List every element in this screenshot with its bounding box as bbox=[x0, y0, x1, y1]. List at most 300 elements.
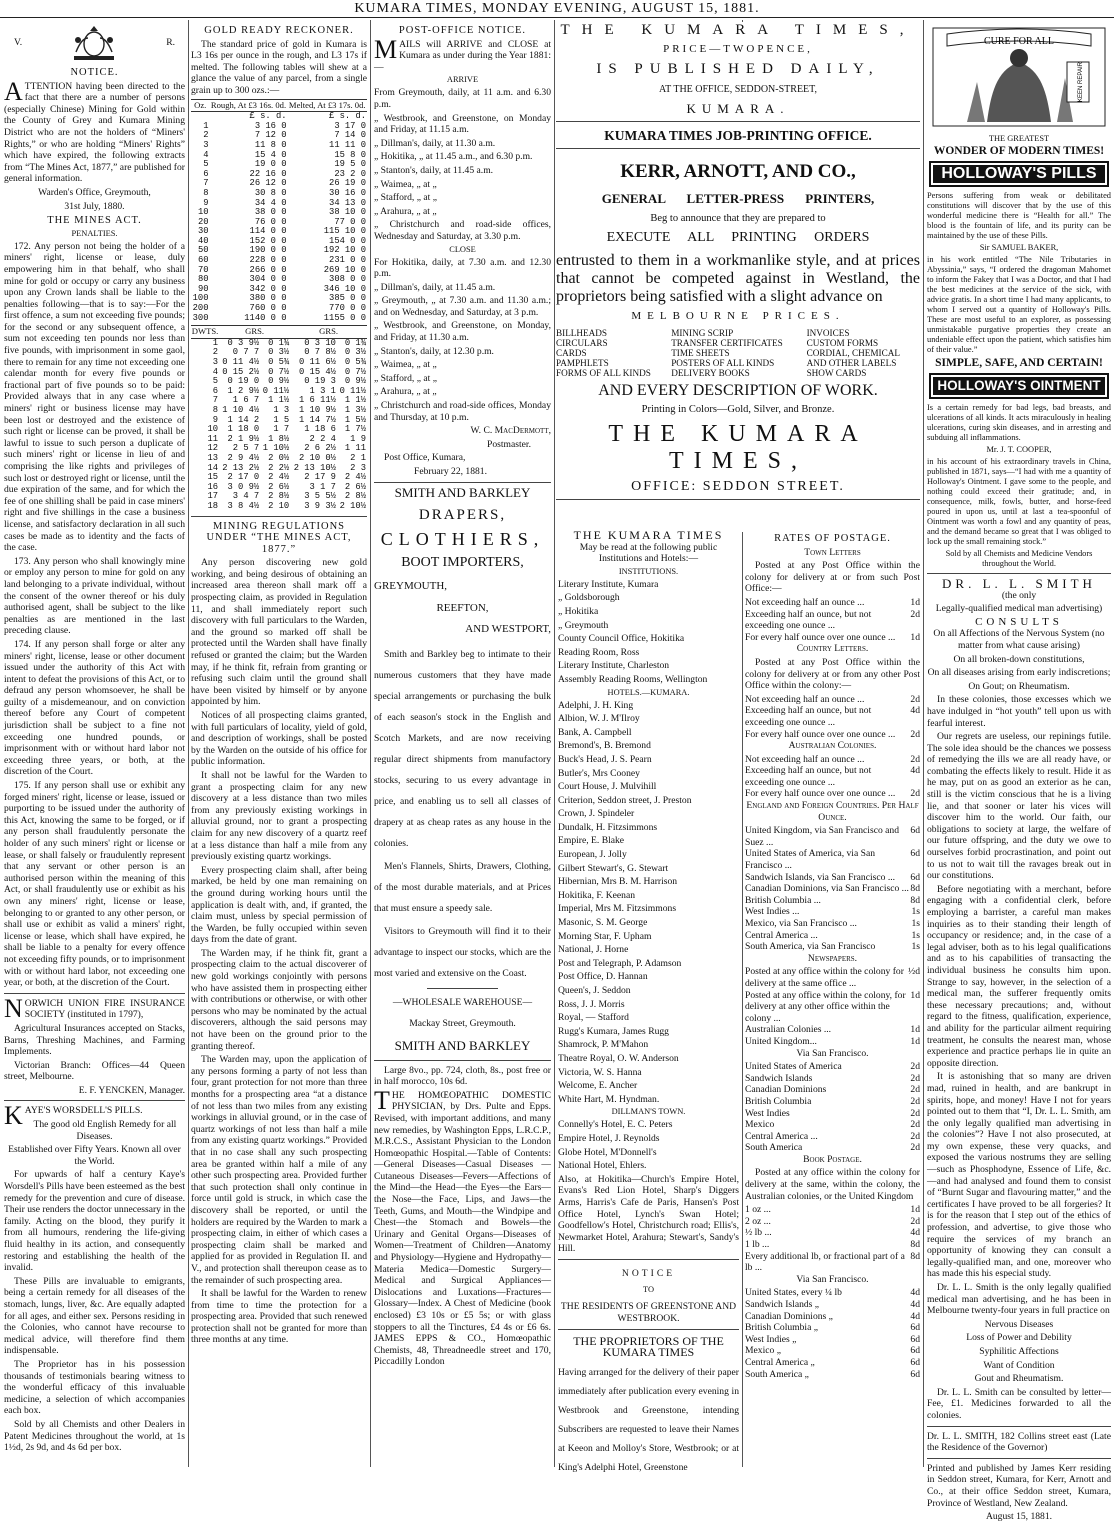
oz-cell: 346 10 0 bbox=[323, 283, 366, 294]
hotels-heading: HOTELS.—KUMARA. bbox=[607, 687, 690, 697]
grs-header: GRS. bbox=[219, 326, 290, 339]
rate-value: 2d bbox=[910, 693, 920, 705]
news-heading: Newspapers. bbox=[807, 952, 858, 964]
post-intro: MAILS will ARRIVE and CLOSE at Kumara as under during the Year 1881:— bbox=[374, 34, 551, 73]
section-174: 174. If any person shall forge or alter any miners' right, license, lease or other document issued under the authority of this Act with intent to defeat the provisions of this Act, or to defraud any person whomsoever, he shall be guilty of a misdemeanour, and on conviction thereof before any Court of competent jurisdiction shall be subject to a fine not exceeding one hundred pounds, or imprisonment with or without hard labor not exceeding three years, or both, at the discretion of the Court. bbox=[4, 638, 185, 778]
smith-l5: GREYMOUTH, bbox=[374, 579, 448, 592]
dwt-cell: 3 5 5½ bbox=[304, 491, 336, 502]
rate-value: 1d bbox=[910, 631, 920, 643]
rate-value: 4d bbox=[910, 705, 920, 717]
dwt-cell: 11 bbox=[207, 433, 218, 444]
kayes-est: Established over Fifty Years. Known all over the World. bbox=[8, 1144, 181, 1167]
institution-item: County Council Office, Hokitika bbox=[558, 633, 685, 645]
column-4 bbox=[558, 528, 739, 1473]
dwt-cell: 2 bbox=[212, 347, 218, 358]
dwt-cell: 1 1½ bbox=[344, 395, 366, 406]
oz-cell: 15 4 0 bbox=[254, 149, 287, 160]
hotel-item: Morning Star, F. Upham bbox=[558, 930, 652, 942]
rate-label: United States of America bbox=[745, 1061, 842, 1073]
dwt-cell: 0 7 8½ bbox=[304, 347, 336, 358]
rate-value: 6d bbox=[910, 848, 920, 860]
hotel-item: Royal, — Stafford bbox=[558, 1012, 629, 1024]
dwt-cell: 7 bbox=[212, 395, 218, 406]
rate-label: Canadian Dominions, via San Francisco ... bbox=[745, 883, 909, 895]
dwt-cell: 2 17 0 bbox=[227, 472, 260, 483]
rate-row bbox=[745, 1251, 920, 1274]
kt-l1: THE KUMARA TIMES, bbox=[560, 22, 916, 38]
smith-sign: SMITH AND BARKLEY bbox=[394, 1037, 531, 1053]
dwt-cell: 3 bbox=[212, 357, 218, 367]
kt-l4: AT THE OFFICE, SEDDON-STREET, bbox=[658, 84, 818, 95]
dwt-cell: 2 10½ bbox=[339, 500, 366, 511]
printing-item: MINING SCRIP bbox=[671, 328, 734, 338]
mining-p3: It shall not be lawful for the Warden to grant a prospecting claim for any new discovery at a less distance than two miles from any previously existing workings in alluvial ground, nor to grant a prospecting claim for any new discovery of a quartz reef at a less distance than half a mile from any previously existing quartz workings. bbox=[191, 769, 367, 863]
rate-value: 8d bbox=[910, 894, 920, 906]
rate-value: 6d bbox=[910, 1345, 920, 1357]
rate-row bbox=[745, 966, 920, 989]
printing-item: FORMS OF ALL KINDS bbox=[556, 368, 651, 378]
rate-row bbox=[745, 788, 920, 800]
oz-cell: 5 bbox=[203, 159, 209, 170]
notice-date: 31st July, 1880. bbox=[64, 200, 125, 212]
rate-value: 1s bbox=[911, 918, 920, 929]
hotel-item: Imperial, Mrs M. Fitzsimmons bbox=[558, 903, 677, 915]
oz-cell: 30 16 0 bbox=[329, 187, 366, 198]
baker-name: Sir SAMUEL BAKER, bbox=[979, 242, 1059, 252]
oz-cell: 1140 0 0 bbox=[244, 312, 287, 323]
rate-label: West Indies ... bbox=[745, 906, 800, 918]
rate-label: For every half ounce over one ounce ... bbox=[745, 788, 896, 800]
oz-cell: 34 13 0 bbox=[329, 197, 366, 208]
dwt-cell: 5 bbox=[212, 376, 218, 387]
rate-label: Canadian Dominions „ bbox=[745, 1310, 833, 1322]
rate-value: 6d bbox=[910, 1333, 920, 1345]
rate-label: Not exceeding half an ounce ... bbox=[745, 753, 865, 765]
oz-cell: 3 16 0 bbox=[254, 120, 287, 131]
rate-value: 8d bbox=[910, 1239, 920, 1251]
dr-c1: On all Affections of the Nervous System (no matter from what cause arising) bbox=[933, 628, 1105, 651]
oz-cell: 770 0 0 bbox=[329, 303, 366, 314]
holloway-pills-logo: HOLLOWAY'S PILLS bbox=[931, 163, 1107, 185]
hotel-item: Masonic, S. M. George bbox=[558, 917, 648, 929]
hotel-item: Post Office, D. Hannan bbox=[558, 971, 648, 983]
dr-title: DR. L. L. SMITH bbox=[942, 575, 1096, 591]
rate-value: 6d bbox=[910, 825, 920, 837]
rate-label: 2 oz ... bbox=[745, 1215, 771, 1227]
norwich-title: NORWICH UNION FIRE INSURANCE SOCIETY (instituted in 1797), bbox=[4, 993, 185, 1023]
hotel-item: Empire, E. Blake bbox=[558, 835, 625, 847]
rate-value: 8d bbox=[910, 1250, 920, 1262]
rate-label: Australian Colonies ... bbox=[745, 1024, 832, 1036]
rate-value: 6d bbox=[910, 1322, 920, 1334]
read-title: THE KUMARA TIMES bbox=[573, 528, 724, 542]
arrive-item: „ Arahura, „ at „ bbox=[374, 205, 437, 217]
country-heading: Country Letters. bbox=[796, 643, 869, 655]
rate-label: United Kingdom, via San Francisco and Suez ... bbox=[745, 825, 900, 848]
rate-value: 1d bbox=[910, 1204, 920, 1216]
rate-label: United States of America, via San Francisco ... bbox=[745, 848, 876, 872]
kt-execute: EXECUTE ALL PRINTING ORDERS bbox=[606, 230, 870, 245]
notice2-t3: THE RESIDENTS OF GREENSTONE AND WESTBROOK. bbox=[560, 1301, 737, 1325]
dwt-cell: 0 11 4½ bbox=[222, 357, 260, 367]
dwt-cell: 10 bbox=[207, 424, 218, 435]
rate-label: West Indies „ bbox=[745, 1333, 797, 1345]
hotel-item: Shamrock, P. M'Mahon bbox=[558, 1039, 649, 1051]
rate-value: 2d bbox=[910, 608, 920, 620]
mining-p1: Any person discovering new gold working, and being desirous of obtaining an increased area thereon shall mark off a prospecting claim, as provided in Regulation 11, and shall immediately report such discovery with full particulars to the Warden, and the ground so marked off shall be protected until the Warden shall have finally refused or granted the claim; but the Warden may, if he think fit, refrain from granting or refusing such claim until the ground shall have been visited by himself or by anyone appointed by him. bbox=[191, 557, 367, 708]
close-item: „ Arahura, „ at „ bbox=[374, 386, 437, 398]
rate-value: 4d bbox=[910, 765, 920, 777]
dill-heading: DILLMAN'S TOWN. bbox=[611, 1107, 686, 1117]
dwt-cell: 1 5 bbox=[273, 414, 290, 425]
r-mark: R. bbox=[166, 37, 175, 49]
dwt-cell: 1 6 11½ bbox=[298, 395, 336, 406]
reckoner-title: GOLD READY RECKONER. bbox=[204, 25, 354, 36]
dwt-cell: 2 0½ bbox=[268, 452, 290, 463]
rate-row bbox=[745, 1322, 920, 1334]
printing-row bbox=[556, 368, 920, 378]
oz-cell: 40 bbox=[197, 235, 209, 246]
rate-row bbox=[745, 1142, 920, 1154]
column-1 bbox=[4, 22, 185, 1467]
smith-l4: BOOT IMPORTERS, bbox=[401, 555, 524, 571]
dwt-cell: 18 bbox=[207, 500, 218, 511]
eng-heading: England and Foreign Countries. Per Half Ounce. bbox=[746, 800, 919, 823]
smith-l1: SMITH AND BARKLEY bbox=[394, 484, 531, 500]
dr-p4: It is astonishing that so many are driven mad, ruined in health, and are bankrupt in spirits, hope, and money! Have I not for years pointed out to them that “I, Dr. L. L. Smith, am the only legally qualified man advertising in the colonies”? Have I not also prosecuted, at my own expense, these very quacks, and exposed the various nostrums they are selling—such as Phosphodyne, Essence of Life, &c.—and had analysed and found them to consist of “Burnt Sugar and flavouring matter,” and the certificates I have proved to be all forgeries? It is for the reason that I step out of the ethics of profession, and advertise, to give those who require the services of my branch an opportunity of knowing they can consult a legally-qualified man, and one, moreover who has made this his especial study. bbox=[927, 1071, 1111, 1280]
dr-consults: CONSULTS bbox=[975, 615, 1063, 628]
town-heading: Town Letters bbox=[804, 546, 861, 558]
rate-value: 2d bbox=[910, 753, 920, 765]
arrive-item: „ Waimea, „ at „ bbox=[374, 178, 437, 190]
rate-row bbox=[745, 825, 920, 848]
oz-cell: 38 10 0 bbox=[329, 207, 366, 218]
rate-row bbox=[745, 1036, 920, 1048]
dwt-cell: 0 11½ bbox=[339, 385, 366, 396]
post-place: Post Office, Kumara, bbox=[384, 452, 466, 464]
kumara-times-advert bbox=[556, 22, 920, 532]
mining-p5: The Warden may, if he think fit, grant a prospecting claim to the actual discoverer of new gold workings conjointly with persons who have assisted them in prospecting either with contributions or otherwise, or with other persons who may be nominated by the actual discoverers, although the said persons may not have been on the ground prior to the granting thereof. bbox=[191, 947, 367, 1052]
rate-value: 2d bbox=[910, 1119, 920, 1131]
rate-label: ½ lb ... bbox=[745, 1227, 772, 1239]
rate-row bbox=[745, 765, 920, 788]
oz-cell: 6 bbox=[203, 168, 209, 179]
dwt-cell: 0 3 10 bbox=[304, 337, 336, 348]
arrive-heading: ARRIVE bbox=[446, 75, 479, 85]
rate-row bbox=[745, 848, 920, 871]
rate-row bbox=[745, 1239, 920, 1251]
book-heading: Book Postage. bbox=[803, 1153, 862, 1165]
close-item: „ Stafford, „ at „ bbox=[374, 372, 437, 384]
rate-row bbox=[745, 1287, 920, 1299]
oz-cell: 3 17 0 bbox=[334, 120, 366, 131]
printing-row bbox=[556, 358, 920, 368]
read-sub: May be read at the following public Institutions and Hotels:— bbox=[579, 541, 718, 565]
holloway-ointment-logo: HOLLOWAY'S OINTMENT bbox=[931, 375, 1107, 397]
rate-value: 4d bbox=[910, 1227, 920, 1239]
dr-d1: Nervous Diseases bbox=[984, 1318, 1054, 1330]
rate-value: 4d bbox=[910, 1299, 920, 1310]
dr-p1: In these colonies, those excesses which we have indulged in “hot youth” tell upon us with fearful interest. bbox=[927, 694, 1111, 729]
kayes-p1: For upwards of half a century Kaye's Worsdell's Pills have been esteemed as the best remedy for the prevention and cure of disease. Their use renders the doctor unnecessary in the family. Acting on the blood, they purify it from all humours, rendering the life-giving fluid healthy in its action, and consequently restoring and establishing the health of the invalid. bbox=[4, 1169, 185, 1274]
rate-label: Sandwich Islands, via San Francisco ... bbox=[745, 871, 896, 883]
rate-row bbox=[745, 1073, 920, 1085]
dwt-cell: 6 bbox=[212, 385, 218, 396]
rate-value: 2d bbox=[910, 1061, 920, 1073]
rate-value: 6d bbox=[910, 1356, 920, 1368]
institution-item: Assembly Reading Rooms, Wellington bbox=[558, 673, 708, 685]
oz-cell: 114 0 0 bbox=[249, 226, 287, 237]
rate-row bbox=[745, 1369, 920, 1381]
notice2-t4: THE PROPRIETORS OF THE KUMARA TIMES bbox=[573, 1333, 724, 1360]
rate-label: British Columbia bbox=[745, 1095, 812, 1107]
dwt-cell: 0 11 6½ bbox=[298, 357, 336, 367]
dwt-cell: 2 2 4 bbox=[309, 433, 336, 444]
rate-value: 6d bbox=[910, 871, 920, 883]
oz-cell: 30 bbox=[197, 226, 209, 237]
rate-row bbox=[745, 705, 920, 728]
wonder: WONDER OF MODERN TIMES! bbox=[933, 144, 1105, 157]
smith-l3: CLOTHIERS, bbox=[380, 528, 545, 549]
rate-label: Central America ... bbox=[745, 1130, 818, 1142]
rate-label: Central America ... bbox=[745, 929, 818, 941]
oz-cell: 100 bbox=[192, 293, 209, 304]
rate-row bbox=[745, 754, 920, 766]
rate-value: 2d bbox=[910, 1084, 920, 1096]
oz-cell: 7 bbox=[203, 178, 209, 189]
dwt-cell: 17 bbox=[207, 491, 218, 502]
dwt-cell: 2 10 bbox=[268, 500, 290, 511]
hotel-item: Theatre Royal, O. W. Anderson bbox=[558, 1052, 679, 1064]
dwt-cell: 0 5¾ bbox=[344, 357, 366, 367]
smith-l2: DRAPERS, bbox=[418, 507, 507, 524]
rate-value: 2d bbox=[910, 728, 920, 740]
kayes-p2: These Pills are invaluable to emigrants, being a certain remedy for all diseases of the stomach, lungs, liver, &c. Are equally adapted for all ages, and either sex. Persons residing in the Colonies, who cannot have recourse to medical advice, will therefore find them indispensable. bbox=[4, 1275, 185, 1357]
printing-item: CUSTOM FORMS bbox=[806, 338, 879, 348]
oz-cell: 34 4 0 bbox=[254, 197, 287, 208]
oz-cell: 3 bbox=[203, 139, 209, 150]
oz-cell: 1 bbox=[203, 120, 209, 131]
oz-cell: 231 0 0 bbox=[329, 255, 366, 266]
hotel-item: White Hart, M. Hyndman. bbox=[558, 1093, 660, 1105]
holloway-engraving-icon bbox=[927, 22, 1111, 130]
post-role: Postmaster. bbox=[487, 438, 531, 450]
dr-addr: Dr. L. L. SMITH, 182 Collins street east (Late the Residence of the Governor) bbox=[927, 1430, 1111, 1454]
hotel-item: National, J. Horne bbox=[558, 944, 629, 956]
book-p: Posted at any office within the colony for delivery at the same, within the colony, the Australian colonies, or the United Kingdom bbox=[745, 1167, 920, 1202]
dwt-cell: 1 6 7 bbox=[232, 395, 260, 406]
rate-label: Every additional lb, or fractional part of a lb ... bbox=[745, 1250, 905, 1274]
printing-row bbox=[556, 338, 920, 348]
rate-value: 1d bbox=[910, 1024, 920, 1036]
imprint-date: August 15, 1881. bbox=[985, 1511, 1053, 1523]
smith-p3: Visitors to Greymouth will find it to their advantage to inspect our stocks, which are the most varied and extensive on the Coast. bbox=[374, 925, 551, 979]
dwt-cell: 2 6 2½ bbox=[304, 443, 336, 454]
close-item: „ Christchurch and road-side offices, Monday and Thursday, at 10 p.m. bbox=[374, 400, 551, 423]
hotel-item: Criterion, Seddon street, J. Preston bbox=[558, 794, 692, 806]
rate-label: Canadian Dominions bbox=[745, 1084, 827, 1096]
dr-d4: Want of Condition bbox=[983, 1359, 1055, 1371]
rate-label: Mexico „ bbox=[745, 1345, 781, 1357]
masthead: KUMARA TIMES, MONDAY EVENING, AUGUST 15, 1881. bbox=[0, 0, 1114, 18]
dwt-cell: 2 8½ bbox=[344, 491, 366, 502]
close-item: „ Greymouth, „ at 7.30 a.m. and 11.30 a.m.; and on Wednesday, and Saturday, at 3 p.m. bbox=[374, 295, 551, 318]
rate-label: South America „ bbox=[745, 1368, 809, 1380]
oz-cell: 228 0 0 bbox=[249, 255, 287, 266]
notice-signer: Warden's Office, Greymouth, bbox=[38, 186, 151, 198]
oz-cell: 266 0 0 bbox=[249, 264, 287, 275]
notice2-t2: TO bbox=[642, 1285, 654, 1295]
printing-item: PAMPHLETS bbox=[556, 358, 609, 368]
rate-label: For every half ounce over one ounce ... bbox=[745, 728, 896, 740]
smith-ware: —WHOLESALE WAREHOUSE— bbox=[392, 996, 533, 1008]
rate-value: 1s bbox=[911, 941, 920, 953]
rate-label: Exceeding half an ounce, but not exceeding one ounce ... bbox=[745, 705, 872, 728]
rate-row bbox=[745, 1334, 920, 1346]
dwt-cell: 1 3 bbox=[273, 404, 290, 415]
greatest: THE GREATEST bbox=[988, 133, 1050, 143]
mining-p4: Every prospecting claim shall, after being marked, be held by one man remaining on the ground during working hours until the application is dealt with, and, if granted, the claim must, unless by special permission of the Warden, be fully occupied within seven days from the date of grant. bbox=[191, 864, 367, 946]
rate-value: 1d bbox=[910, 596, 920, 608]
dwt-table bbox=[191, 325, 367, 511]
rate-value: 8d bbox=[910, 883, 920, 895]
dwt-cell: 0 7 7 bbox=[232, 347, 260, 358]
printing-item: POSTERS OF ALL KINDS bbox=[671, 358, 775, 368]
kt-big: THE KUMARA TIMES, bbox=[608, 421, 868, 474]
institution-item: „ Greymouth bbox=[558, 619, 609, 631]
mines-act-title: THE MINES ACT. bbox=[47, 215, 142, 227]
dwt-cell: 0 7½ bbox=[268, 366, 290, 377]
rate-label: Sandwich Islands „ bbox=[745, 1299, 820, 1310]
oz-header: Oz. bbox=[191, 99, 210, 112]
printing-item: BILLHEADS bbox=[556, 328, 608, 338]
dr-c4: On Gout; on Rheumatism. bbox=[968, 680, 1070, 692]
dwt-cell: 1 18 0 bbox=[227, 424, 260, 435]
dwt-cell: 1 3 1 bbox=[309, 385, 336, 396]
post-date: February 22, 1881. bbox=[414, 466, 488, 477]
rate-row bbox=[745, 1357, 920, 1369]
kt-beg: Beg to announce that they are prepared to bbox=[650, 213, 826, 224]
kt-every: AND EVERY DESCRIPTION OF WORK. bbox=[598, 382, 878, 399]
jar-label: KEEN REPAIR bbox=[1078, 62, 1084, 102]
rate-row bbox=[745, 895, 920, 907]
dwt-cell: 1 7½ bbox=[344, 424, 366, 435]
dwt-cell: 1 8½ bbox=[268, 433, 290, 444]
arrive-item: „ Stanton's, daily, at 11.45 a.m. bbox=[374, 164, 494, 176]
oz-table bbox=[191, 99, 367, 324]
oz-cell: 115 10 0 bbox=[323, 226, 366, 237]
rough-header: Rough, At £3 16s. 0d. bbox=[210, 99, 288, 112]
dwt-cell: 15 bbox=[207, 472, 218, 483]
kayes-p4: Sold by all Chemists and other Dealers in Patent Medicines throughout the world, at 1s 1½d, 2s 9d, and 4s 6d per box. bbox=[4, 1418, 185, 1454]
dwt-cell: 1 11 bbox=[344, 443, 366, 454]
rate-row bbox=[745, 1299, 920, 1311]
printing-item: CIRCULARS bbox=[556, 338, 608, 348]
rate-row bbox=[745, 597, 920, 609]
oz-cell: 342 0 0 bbox=[249, 283, 287, 294]
cooper-name: Mr. J. T. COOPER, bbox=[986, 444, 1052, 454]
rate-value: ½d bbox=[908, 966, 920, 978]
rate-label: South America, via San Francisco bbox=[745, 941, 876, 953]
dwt-cell: 0 3 9½ bbox=[227, 337, 260, 348]
oz-cell: 4 bbox=[203, 149, 209, 160]
rate-row bbox=[745, 990, 920, 1025]
hotel-item: Queen's, J. Seddon bbox=[558, 985, 631, 996]
rate-label: Exceeding half an ounce, but not exceeding one ounce ... bbox=[745, 608, 872, 632]
notice-body: ATTENTION having been directed to the fact that there are a number of persons (especially Chinese) Mining for Gold within the County of Grey and Kumara Mining District who are not the holders of “Miners' Rights,” or who are holding “Miners' Rights” which have expired, the following extracts from “The Mines Act, 1877,” are published for general information. bbox=[4, 76, 185, 185]
mining-p6: The Warden may, upon the application of any persons forming a party of not less than four, grant protection for not more than three months for a prospecting area “at a distance of not less than two miles from any existing workings in alluvial ground, or in the case of quartz workings of not less than half a mile from any existing quartz workings.” Provided that in no case shall any such prospecting area be granted within half a mile of any other such prospecting area. Provided further that such protection shall only continue in force until gold is struck, in which case the discovery shall be reported, or until the holders are required by the Warden to mark a prospecting claim, in either of which cases a prospecting claim shall be marked and applied for as provided in Regulation II. and V., and protection shall thereupon cease as to the remainder of such prospecting area. bbox=[191, 1054, 367, 1286]
rate-row bbox=[745, 1345, 920, 1357]
institution-item: Literary Institute, Charleston bbox=[558, 660, 670, 672]
section-173: 173. Any person who shall knowingly mine or employ any person to mine for gold on any land belonging to a private individual, without the consent of the owner thereof or his duly authorised agent, shall be subject to the like penalties as are mentioned in the last preceding clause. bbox=[4, 555, 185, 637]
close-item: For Hokitika, daily, at 7.30 a.m. and 12.30 p.m. bbox=[374, 256, 551, 280]
rate-label: United States, every ¼ lb bbox=[745, 1287, 842, 1299]
melted-header: Melted, At £3 17s. 0d. bbox=[288, 99, 368, 112]
dill-item: Globe Hotel, M'Donnell's bbox=[558, 1146, 657, 1158]
rate-row bbox=[745, 883, 920, 895]
close-item: „ Waimea, „ at „ bbox=[374, 359, 437, 371]
notice2-body: Having arranged for the delivery of their paper immediately after publication every evening in Westbrook and Greenstone, intending Subscribers are requested to leave their Names at Keeon and Molloy's Store, Westbrook; or at King's Adelphi Hotel, Greenstone bbox=[558, 1366, 739, 1473]
hotel-item: Gilbert Stewart's, G. Stewart bbox=[558, 862, 669, 874]
oz-cell: 190 0 0 bbox=[249, 245, 287, 256]
rate-value: 4d bbox=[910, 1310, 920, 1322]
printing-item: DELIVERY BOOKS bbox=[671, 368, 750, 378]
dwt-cell: 0 15 4½ bbox=[298, 366, 336, 377]
oz-cell: 26 19 0 bbox=[329, 178, 366, 189]
column-3 bbox=[374, 22, 551, 1467]
oz-cell: 38 0 0 bbox=[254, 207, 287, 218]
dill-item: National Hotel, Ehlers. bbox=[558, 1160, 647, 1172]
rate-label: Posted at any office within the colony, for delivery at any other office within the colony ... bbox=[745, 989, 906, 1024]
dwt-cell: 0 3½ bbox=[344, 347, 366, 358]
column-6 bbox=[927, 22, 1111, 1523]
dwt-cell: 1 10 4½ bbox=[222, 404, 260, 415]
dr-p2: Our regrets are useless, our repinings futile. The sole idea should be the chances we possess of remedying the ills we are all ready have, or combating the effects likely to result. Hide it as he may, put on as good an exterior as he can, still is the victim conscious that he is a living lie, and that sooner or later his vices will discover him to the world. Our faith, our obligations to society at large, the welfare of our future offspring, and the duty we owe to ourselves forbid procrastination, and point out to us not to wait till the ravages break out in our constitutions. bbox=[927, 731, 1111, 882]
dwt-cell: 2 4½ bbox=[268, 472, 290, 483]
rate-value: 1d bbox=[910, 989, 920, 1001]
hotel-item: Court House, J. Mulvihill bbox=[558, 781, 657, 793]
arrive-item: „ Dillman's, daily, at 11.30 a.m. bbox=[374, 137, 496, 149]
kayes-p3: The Proprietor has in his possession thousands of testimonials bearing witness to the wonderful efficacy of this invaluable medicine, a selection of which accompanies each box. bbox=[4, 1358, 185, 1417]
dwt-cell: 1 3½ bbox=[344, 404, 366, 415]
rate-row bbox=[745, 1131, 920, 1143]
dwt-cell: 2 1 9½ bbox=[227, 433, 260, 444]
dwt-cell: 0 1¾ bbox=[268, 337, 290, 348]
dwts-header: DWTS. bbox=[191, 326, 219, 339]
dwt-cell: 4 bbox=[212, 366, 218, 377]
oz-cell: 76 0 0 bbox=[254, 216, 287, 227]
rate-label: Exceeding half an ounce, but not exceeding one ounce ... bbox=[745, 765, 872, 788]
rate-value: 2d bbox=[910, 1072, 920, 1084]
oz-cell: 30 8 0 bbox=[254, 187, 287, 198]
rate-label: Mexico, via San Francisco ... bbox=[745, 918, 857, 929]
hotel-item: Victoria, W. S. Hanna bbox=[558, 1066, 642, 1078]
dr-p6: Dr. L. L. Smith can be consulted by letter—Fee, £1. Medicines forwarded to all the colonies. bbox=[927, 1386, 1111, 1421]
rate-row bbox=[745, 1204, 920, 1216]
dwt-cell: 1 9 bbox=[350, 433, 366, 444]
rate-value: 1s bbox=[911, 906, 920, 918]
dwt-cell: 1 1½ bbox=[268, 395, 290, 406]
dwt-cell: 3 0 9½ bbox=[227, 481, 260, 492]
oz-cell: 8 bbox=[203, 187, 209, 198]
dwt-cell: 1 14 2 bbox=[227, 414, 260, 425]
notice2-t1: NOTICE bbox=[621, 1267, 676, 1279]
rate-row bbox=[745, 930, 920, 942]
oz-cell: 19 0 0 bbox=[254, 159, 287, 170]
rate-label: Posted at any office within the colony for delivery at the same office ... bbox=[745, 966, 904, 989]
oz-cell: 77 0 0 bbox=[334, 216, 366, 227]
rate-label: Central America „ bbox=[745, 1356, 815, 1368]
